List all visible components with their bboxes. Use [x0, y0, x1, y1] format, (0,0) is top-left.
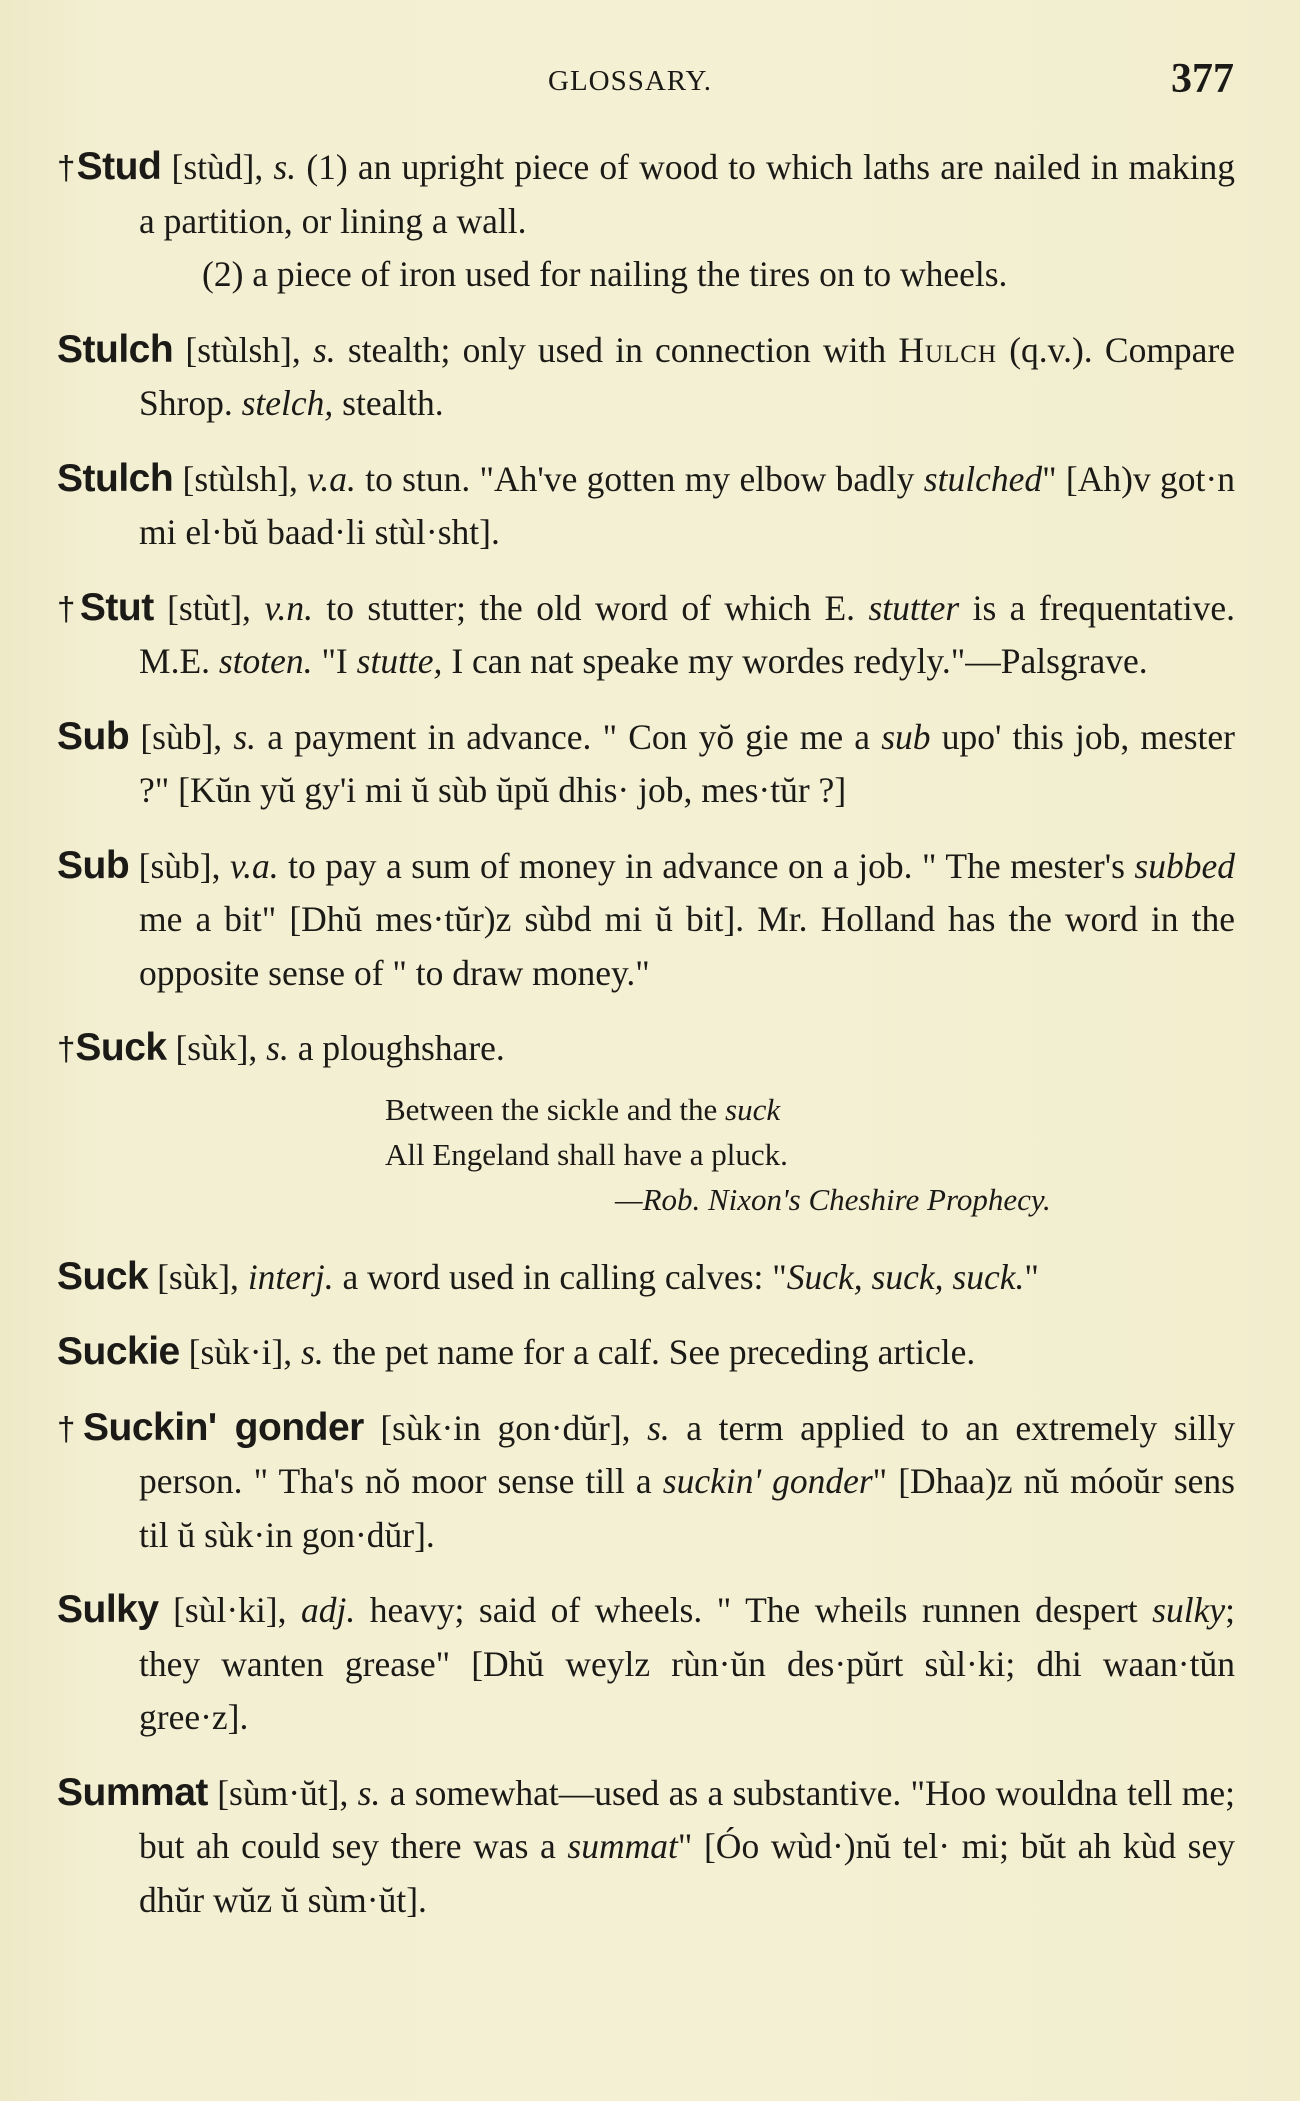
part-of-speech: s. — [273, 147, 297, 187]
headword: Sub — [57, 714, 130, 758]
headword: Sulky — [57, 1588, 159, 1631]
headword: Suck — [75, 1026, 167, 1069]
glossary-entry-suckie: Suckie [sùk·i], s. the pet name for a calf. See preceding article. — [57, 1330, 976, 1373]
verse-line-2: All Engeland shall have a pluck. — [385, 1136, 788, 1172]
quotation-attribution: —Rob. Nixon's Cheshire Prophecy. — [615, 1181, 1051, 1217]
dagger-mark: † — [57, 149, 77, 186]
headword: Suck — [57, 1254, 149, 1298]
part-of-speech: interj. — [247, 1256, 334, 1297]
part-of-speech: v.a. — [230, 845, 279, 886]
part-of-speech: s. — [357, 1772, 381, 1813]
glossary-entry-suck-noun: †Suck [sùk], s. a ploughshare. — [57, 1026, 505, 1069]
verse-quotation — [57, 1087, 1235, 1222]
part-of-speech: s. — [233, 716, 257, 757]
glossary-entry-summat: Summat [sùm·ŭt], s. a somewhat—used as a substantive. "Hoo wouldna tell me; but ah could sey there was a summat" [Óo wùd·)nŭ tel· mi; bŭt ah kùd sey dhŭr wŭz ŭ sùm·ŭt]. — [57, 1770, 1235, 1920]
dagger-mark: † — [57, 1409, 84, 1447]
dagger-mark: † — [57, 589, 80, 627]
part-of-speech: v.n. — [264, 587, 313, 628]
headword: Summat — [57, 1770, 208, 1814]
headword: Stulch — [57, 327, 174, 371]
glossary-body — [57, 140, 1235, 1948]
headword: Sub — [57, 843, 130, 887]
part-of-speech: s. — [301, 1332, 324, 1372]
glossary-entry-stut: †Stut [stùt], v.n. to stutter; the old word of which E. stutter is a frequentative. M.E. stoten. "I stutte, I can nat speake my wordes redyly."—Palsgrave. — [57, 585, 1235, 681]
glossary-entry-sulky: Sulky [sùl·ki], adj. heavy; said of wheels. " The wheils runnen despert sulky; they wanten grease" [Dhŭ weylz rùn·ŭn des·pŭrt sùl·ki; dhi waan·tŭn gree·z]. — [57, 1588, 1235, 1737]
definition: (1) an upright piece of wood to which laths are nailed in making a partition, or lining a wall. — [139, 147, 1235, 241]
headword: Suckin' gonder — [83, 1405, 364, 1449]
glossary-entry-sub-verb: Sub [sùb], v.a. to pay a sum of money in advance on a job. " The mester's subbed me a bit" [Dhŭ mes·tŭr)z sùbd mi ŭ bit]. Mr. Holland has the word in the opposite sense of " to draw money." — [57, 843, 1235, 993]
headword: Stulch — [57, 456, 174, 500]
running-head — [0, 55, 1300, 115]
headword: Suckie — [57, 1330, 180, 1373]
headword: Stud — [76, 145, 162, 188]
page-number: 377 — [1171, 56, 1234, 102]
glossary-entry-stulch-noun: Stulch [stùlsh], s. stealth; only used in connection with Hulch (q.v.). Compare Shrop. stelch, stealth. — [57, 327, 1236, 423]
running-title: GLOSSARY. — [548, 65, 712, 97]
dagger-mark: † — [57, 1030, 76, 1067]
part-of-speech: s. — [647, 1407, 670, 1448]
part-of-speech: s. — [312, 329, 336, 370]
glossary-entry-stulch-verb: Stulch [stùlsh], v.a. to stun. "Ah've gotten my elbow badly stulched" [Ah)v got·n mi el·bŭ baad·li stùl·sht]. — [57, 456, 1235, 552]
part-of-speech: s. — [266, 1028, 289, 1068]
glossary-entry-sub-noun: Sub [sùb], s. a payment in advance. " Con yŏ gie me a sub upo' this job, mester ?" [Kŭn yŭ gy'i mi ŭ sùb ŭpŭ dhis· job, mes·tŭr ?] — [57, 714, 1235, 810]
part-of-speech: v.a. — [307, 458, 356, 499]
verse-line-1: Between the sickle and the suck — [385, 1091, 781, 1127]
part-of-speech: adj. — [301, 1590, 356, 1630]
cross-reference: Hulch — [898, 329, 998, 370]
headword: Stut — [79, 585, 154, 629]
glossary-entry-suckin-gonder: †Suckin' gonder [sùk·in gon·dŭr], s. a term applied to an extremely silly person. " Tha's nŏ moor sense till a suckin' gonder" [Dhaa)z nŭ móoŭr sens til ŭ sùk·in gon·dŭr]. — [57, 1405, 1236, 1555]
sense-2: (2) a piece of iron used for nailing the tires on to wheels. — [202, 254, 1008, 294]
glossary-entry-stud: †Stud [stùd], s. (1) an upright piece of wood to which laths are nailed in making a partition, or lining a wall. — [57, 145, 1235, 241]
glossary-entry-suck-interj: Suck [sùk], interj. a word used in calling calves: "Suck, suck, suck." — [57, 1254, 1039, 1298]
